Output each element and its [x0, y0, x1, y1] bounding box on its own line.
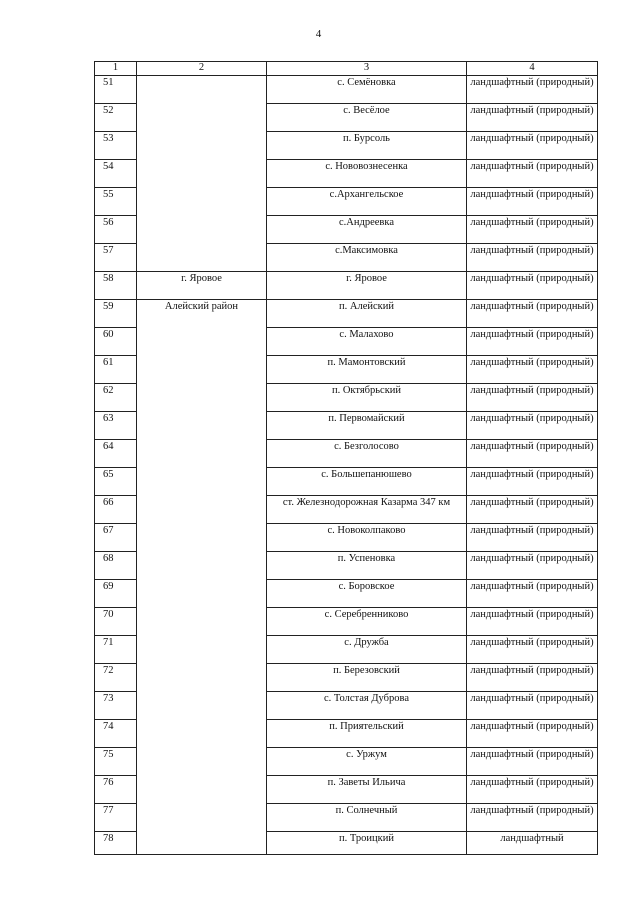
row-number: 76 — [95, 776, 137, 804]
row-number: 54 — [95, 160, 137, 188]
row-number: 55 — [95, 188, 137, 216]
row-number: 67 — [95, 524, 137, 552]
type-cell: ландшафтный (природный) — [467, 244, 598, 272]
table-header-row — [95, 62, 598, 76]
row-number: 51 — [95, 76, 137, 104]
settlement-cell: п. Березовский — [267, 664, 467, 692]
row-number: 66 — [95, 496, 137, 524]
settlement-cell: п. Бурсоль — [267, 132, 467, 160]
row-number: 53 — [95, 132, 137, 160]
row-number: 74 — [95, 720, 137, 748]
type-cell: ландшафтный (природный) — [467, 776, 598, 804]
row-number: 72 — [95, 664, 137, 692]
column-header: 2 — [137, 62, 267, 76]
row-number: 73 — [95, 692, 137, 720]
settlement-cell: с. Малахово — [267, 328, 467, 356]
settlement-cell: п. Первомайский — [267, 412, 467, 440]
row-number: 68 — [95, 552, 137, 580]
column-header: 4 — [467, 62, 598, 76]
row-number: 64 — [95, 440, 137, 468]
settlement-cell: с.Архангельское — [267, 188, 467, 216]
type-cell: ландшафтный (природный) — [467, 468, 598, 496]
type-cell: ландшафтный (природный) — [467, 748, 598, 776]
row-number: 71 — [95, 636, 137, 664]
type-cell: ландшафтный (природный) — [467, 412, 598, 440]
settlement-cell: с. Толстая Дуброва — [267, 692, 467, 720]
column-header: 3 — [267, 62, 467, 76]
row-number: 65 — [95, 468, 137, 496]
row-number: 58 — [95, 272, 137, 300]
row-number: 78 — [95, 832, 137, 855]
row-number: 77 — [95, 804, 137, 832]
type-cell: ландшафтный (природный) — [467, 160, 598, 188]
type-cell: ландшафтный (природный) — [467, 804, 598, 832]
settlement-cell: с. Нововознесенка — [267, 160, 467, 188]
settlement-cell: с. Серебренниково — [267, 608, 467, 636]
type-cell: ландшафтный (природный) — [467, 692, 598, 720]
type-cell: ландшафтный (природный) — [467, 580, 598, 608]
type-cell: ландшафтный (природный) — [467, 300, 598, 328]
settlements-table — [94, 61, 598, 855]
type-cell: ландшафтный (природный) — [467, 636, 598, 664]
settlement-cell: п. Алейский — [267, 300, 467, 328]
type-cell: ландшафтный (природный) — [467, 496, 598, 524]
page-number: 4 — [315, 28, 322, 40]
settlement-cell: с. Безголосово — [267, 440, 467, 468]
row-number: 63 — [95, 412, 137, 440]
settlement-cell: с.Андреевка — [267, 216, 467, 244]
type-cell: ландшафтный (природный) — [467, 188, 598, 216]
type-cell: ландшафтный (природный) — [467, 132, 598, 160]
type-cell: ландшафтный (природный) — [467, 356, 598, 384]
row-number: 69 — [95, 580, 137, 608]
row-number: 56 — [95, 216, 137, 244]
row-number: 52 — [95, 104, 137, 132]
district-cell: г. Яровое — [137, 272, 267, 300]
settlement-cell: с. Дружба — [267, 636, 467, 664]
settlement-cell: п. Успеновка — [267, 552, 467, 580]
type-cell: ландшафтный (природный) — [467, 104, 598, 132]
row-number: 57 — [95, 244, 137, 272]
table-row — [95, 272, 598, 300]
row-number: 62 — [95, 384, 137, 412]
settlement-cell: с.Максимовка — [267, 244, 467, 272]
type-cell: ландшафтный (природный) — [467, 524, 598, 552]
settlement-cell: п. Приятельский — [267, 720, 467, 748]
settlement-cell: п. Октябрьский — [267, 384, 467, 412]
district-cell — [137, 76, 267, 272]
settlement-cell: п. Троицкий — [267, 832, 467, 855]
type-cell: ландшафтный (природный) — [467, 272, 598, 300]
district-cell: Алейский район — [137, 300, 267, 855]
settlement-cell: с. Большепанюшево — [267, 468, 467, 496]
table-row — [95, 76, 598, 104]
type-cell: ландшафтный (природный) — [467, 216, 598, 244]
settlement-cell: п. Мамонтовский — [267, 356, 467, 384]
settlement-cell: п. Солнечный — [267, 804, 467, 832]
type-cell: ландшафтный (природный) — [467, 440, 598, 468]
type-cell: ландшафтный (природный) — [467, 720, 598, 748]
row-number: 70 — [95, 608, 137, 636]
type-cell: ландшафтный (природный) — [467, 328, 598, 356]
settlement-cell: с. Семёновка — [267, 76, 467, 104]
settlement-cell: г. Яровое — [267, 272, 467, 300]
row-number: 75 — [95, 748, 137, 776]
row-number: 59 — [95, 300, 137, 328]
settlement-cell: с. Весёлое — [267, 104, 467, 132]
column-header: 1 — [95, 62, 137, 76]
type-cell: ландшафтный (природный) — [467, 608, 598, 636]
settlement-cell: п. Заветы Ильича — [267, 776, 467, 804]
type-cell: ландшафтный (природный) — [467, 384, 598, 412]
type-cell: ландшафтный — [467, 832, 598, 855]
table-row — [95, 300, 598, 328]
settlement-cell: с. Новоколпаково — [267, 524, 467, 552]
settlement-cell: ст. Железнодорожная Казарма 347 км — [267, 496, 467, 524]
type-cell: ландшафтный (природный) — [467, 76, 598, 104]
settlement-cell: с. Уржум — [267, 748, 467, 776]
row-number: 61 — [95, 356, 137, 384]
type-cell: ландшафтный (природный) — [467, 552, 598, 580]
type-cell: ландшафтный (природный) — [467, 664, 598, 692]
row-number: 60 — [95, 328, 137, 356]
settlement-cell: с. Боровское — [267, 580, 467, 608]
